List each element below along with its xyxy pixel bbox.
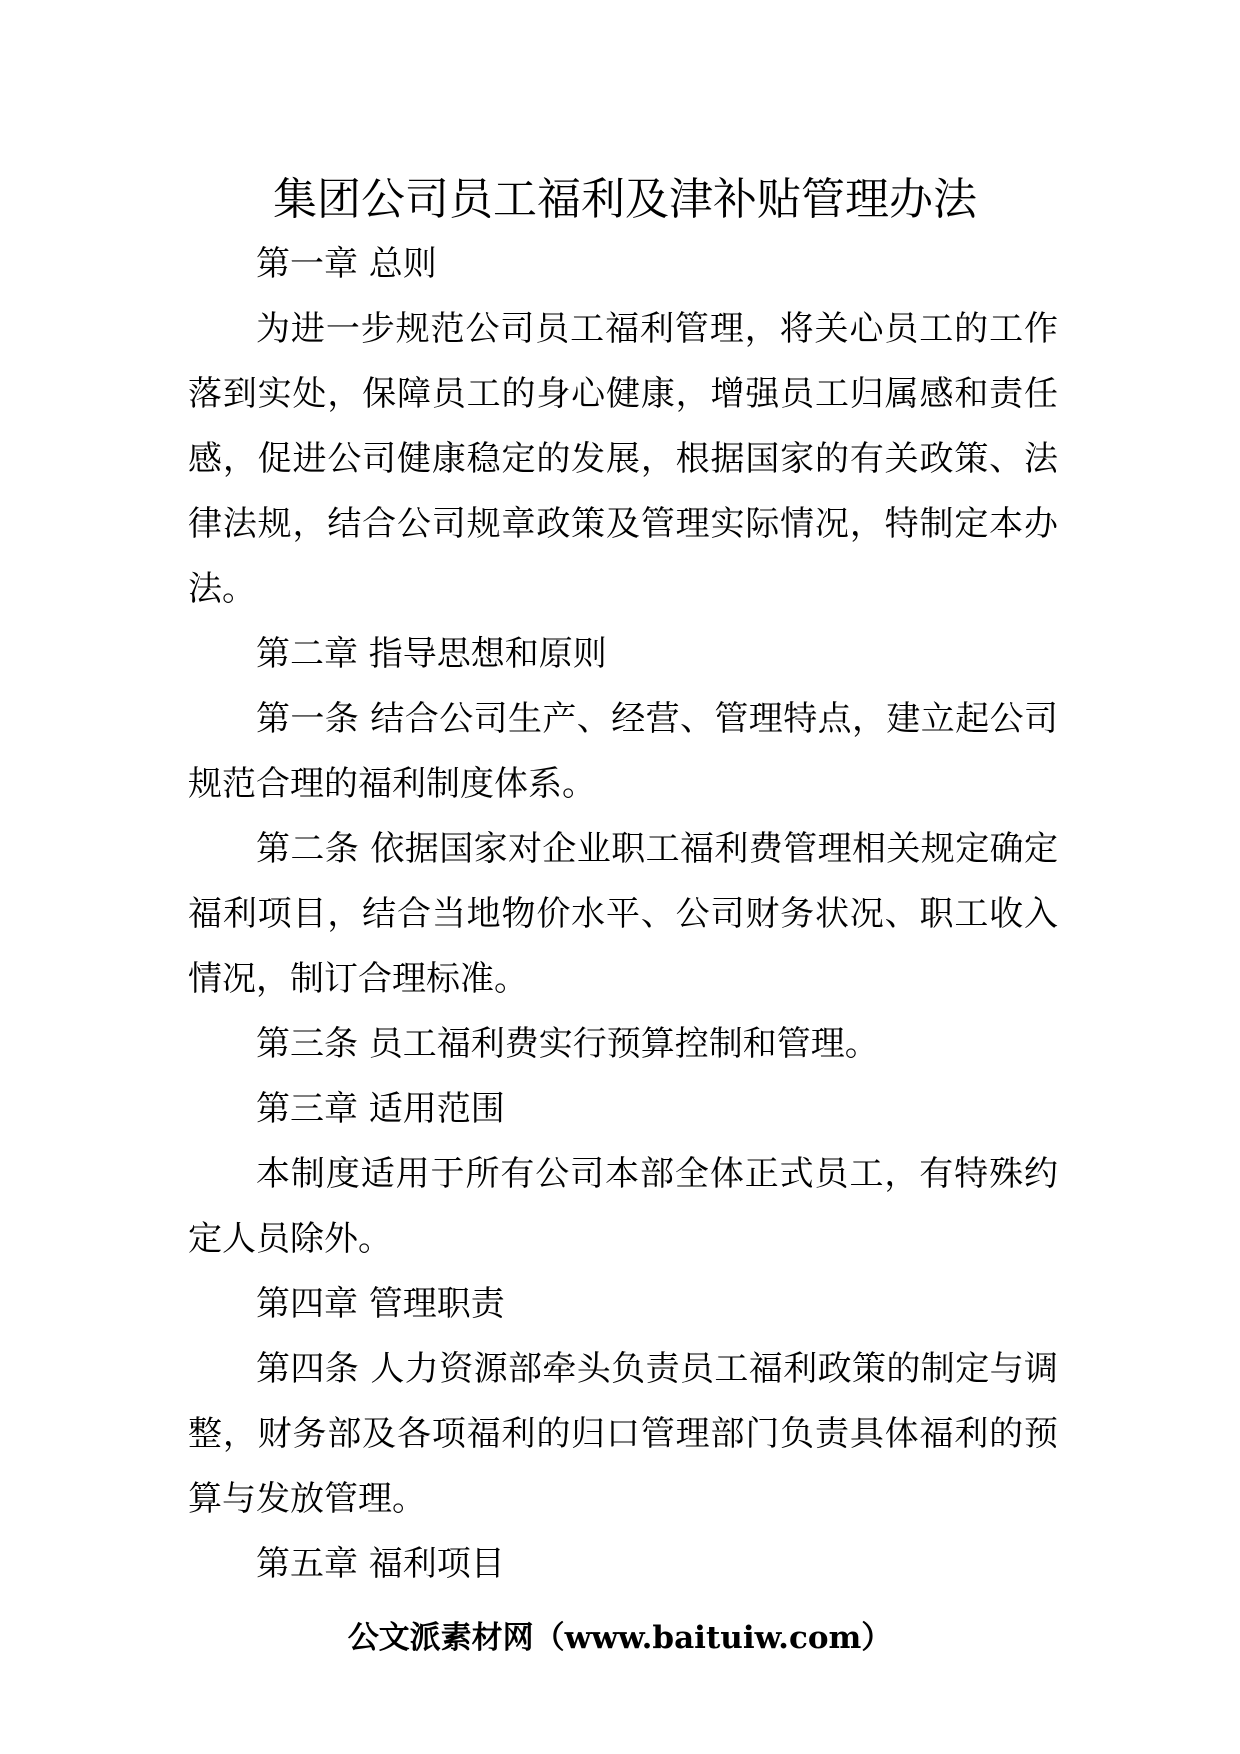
chapter-2-heading: 第二章 指导思想和原则 bbox=[256, 634, 607, 674]
document-body bbox=[188, 232, 1058, 1597]
chapter-1-heading: 第一章 总则 bbox=[256, 244, 437, 284]
chapter-5-heading: 第五章 福利项目 bbox=[256, 1544, 505, 1584]
article-2: 第二条 依据国家对企业职工福利费管理相关规定确定福利项目，结合当地物价水平、公司财务状况、职工收入情况，制订合理标准。 bbox=[188, 829, 1058, 999]
article-3: 第三条 员工福利费实行预算控制和管理。 bbox=[256, 1024, 879, 1064]
article-4: 第四条 人力资源部牵头负责员工福利政策的制定与调整，财务部及各项福利的归口管理部门负责具体福利的预算与发放管理。 bbox=[188, 1349, 1058, 1519]
chapter-3-paragraph: 本制度适用于所有公司本部全体正式员工，有特殊约定人员除外。 bbox=[188, 1154, 1058, 1259]
chapter-3-heading: 第三章 适用范围 bbox=[256, 1089, 505, 1129]
chapter-1-paragraph: 为进一步规范公司员工福利管理，将关心员工的工作落到实处，保障员工的身心健康，增强员工归属感和责任感，促进公司健康稳定的发展，根据国家的有关政策、法律法规，结合公司规章政策及管理实际情况，特制定本办法。 bbox=[188, 309, 1058, 609]
footer-watermark: 公文派素材网（www.baituiw.com） bbox=[347, 1620, 893, 1656]
document-title: 集团公司员工福利及津补贴管理办法 bbox=[273, 174, 977, 225]
article-1: 第一条 结合公司生产、经营、管理特点，建立起公司规范合理的福利制度体系。 bbox=[188, 699, 1058, 804]
chapter-4-heading: 第四章 管理职责 bbox=[256, 1284, 505, 1324]
